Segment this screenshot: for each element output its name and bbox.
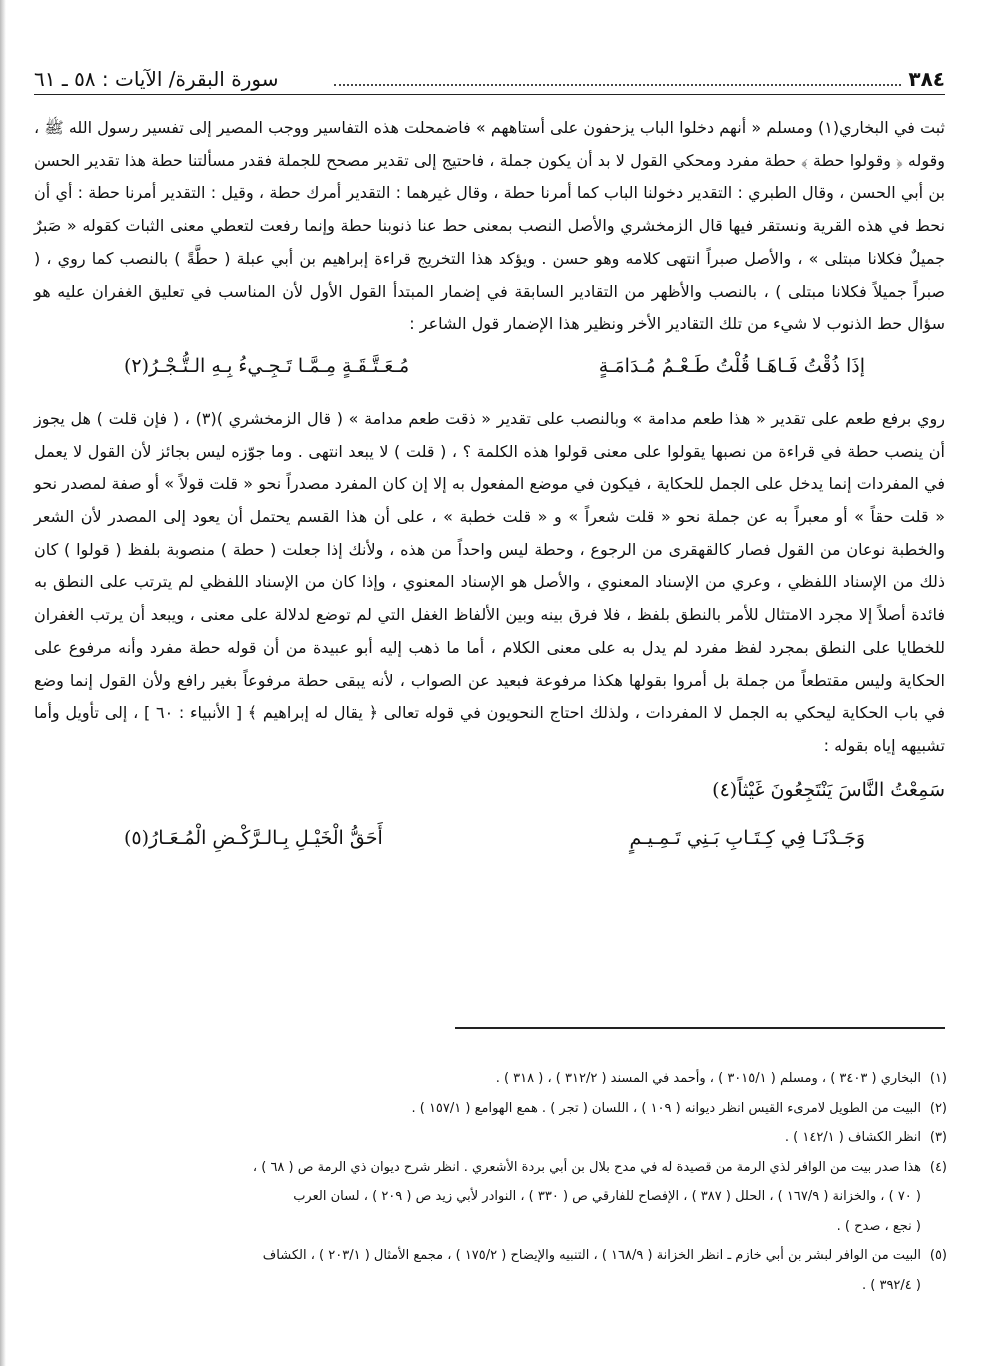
footnote-line: انظر الكشاف ( ١٤٢/١ ) . (784, 1130, 921, 1145)
footnote-line: هذا صدر بيت من الوافر لذي الرمة من قصيدة له في مدح بلال بن أبي بردة الأشعري . انظر شرح ديوان ذي الرمة ص ( ٦٨ ) ، (252, 1159, 921, 1175)
paragraph-2: روي برفع طعم على تقدير « هذا طعم مدامة » وبالنصب على تقدير « ذقت طعم مدامة » ( قال الزمخشري )(٣) ، ( فإن قلت ) هل يجوز أن ينصب حطة في قراءة من نصبها يقولوا على معنى قولوا هذه الكلمة ؟ ، ( قلت ) لا يبعد انتهى . وما جوّزه ليس بجائز لأن القول لا يعمل في المفردات إنما يدخل على الجمل للحكاية ، فيكون في موضع المفعول به إلا إن كان المفرد مصدراً نحو « قلت قولاً » أو صفة لمصدر نحو « قلت حقاً » أو معبراً به عن جملة نحو « قلت شعراً » و « قلت خطبة » ، على أن هذا القسم يحتمل أن يعود إلى المصدر لأن الشعر والخطبة نوعان من القول فصار كالقهقرى من الرجوع ، وحطة ليس واحداً من هذه ، ولأنك إذا جعلت ( حطة ) منصوبة بلفظ ( قولوا ) كان ذلك من الإسناد اللفظي ، وعري من الإسناد المعنوي ، والأصل هو الإسناد المعنوي ، وإذا كان من الإسناد اللفظي لم يترتب على النطق به فائدة أصلاً إلا مجرد الامتثال للأمر بالنطق بلفظ ، فلا فرق بينه وبين الألفاظ الغفل التي لم توضع لدلالة على معنى ، ويبعد أن يرتب الغفران للخطايا على النطق بمجرد لفظ مفرد لم يدل به على معنى الكلام ، أما ما ذهب إليه أبو عبيدة من أن قوله حطة مفرد وأنه مرفوع على الحكاية وليس مقتطعاً من جملة بل أمروا بقولها هكذا مرفوعة فبعيد عن الصواب ، لأنه يبقى حطة مرفوعاً بغير رافع ولأن القول إنما وضع في باب الحكاية ليحكي به الجمل لا المفردات ، ولذلك احتاج النحويون في قوله تعالى ﴿ يقال له إبراهيم ﴾ [ الأنبياء : ٦٠ ] ، إلى تأويل وأما تشبيهه إياه بقوله : (34, 408, 946, 755)
footnote-number: (٥) (929, 1248, 947, 1263)
page-number: ٣٨٤ (908, 67, 945, 91)
footnote-line: البيت من الوافر لبشر بن أبي خازم ـ انظر الخزانة ( ١٦٨/٩ ) ، التنبيه والإيضاح ( ١٧٥/٢ ) ، مجمع الأمثال ( ٢٠٣/١ ) ، الكشاف (262, 1248, 921, 1263)
footnote-3 (32, 1123, 947, 1153)
verse-1-second-hemistich: مُـعَـتَّـقَـةٍ مِـمَّـا تَـجِـيءُ بِـهِ الـتُّـجْـرُ(٢) (124, 354, 410, 377)
footnote-separator (455, 1027, 945, 1029)
footnote-line: ( ٣٩٢/٤ ) . (862, 1277, 921, 1293)
footnote-number: (٢) (929, 1100, 947, 1116)
footnote-number: (٣) (929, 1130, 947, 1145)
footnote-5 (32, 1241, 947, 1300)
section-title: سورة البقرة/ الآيات : ٥٨ ـ ٦١ (34, 67, 279, 91)
footnote-1 (32, 1064, 947, 1094)
verse-2-first-hemistich: وَجَـدْنَـا فِي كِـتَـابِ بَـنِي تَـمِـيـمٍ (629, 827, 865, 850)
footnote-number: (٤) (929, 1159, 947, 1175)
poetry-half-verse: سَمِعْتُ النَّاسَ يَنْتَجِعُونَ غَيْثاً(٤) (712, 778, 945, 801)
scan-edge-shadow (0, 0, 6, 1366)
paragraph-1: ثبت في البخاري(١) ومسلم « أنهم دخلوا الباب يزحفون على أستاههم » فاضمحلت هذه التفاسير ووجب المصير إلى تفسير رسول الله ﷺ ، وقوله ﴿ وقولوا حطة ﴾ حطة مفرد ومحكي القول لا بد أن يكون جملة ، فاحتيج إلى تقدير مصحح للجملة فقدر مسألتنا حطة هذا تقدير الحسن بن أبي الحسن ، وقال الطبري : التقدير دخولنا الباب كما أمرنا حطة ، وقال غيرهما : التقدير أمرك حطة ، وقيل : التقدير أمرنا حطة : أي أن نحط في هذه القرية ونستقر فيها قال الزمخشري والأصل النصب بمعنى حط عنا ذنوبنا حطة وإنما رفعت لتعطي معنى الثبات كقوله « صَبرٌ جميلٌ فكلانا مبتلى » ، والأصل صبراً انتهى كلامه وهو حسن . ويؤكد هذا التخريج قراءة إبراهيم بن أبي عبلة ( حطَّةً ) بالنصب كما روي ، ( صبراً جميلاً فكلانا مبتلى ) ، بالنصب والأظهر من التقادير السابقة في إضمار المبتدأ القول الأول لأن المناسب في تعليق الغفران عليه هو سؤال حط الذنوب لا شيء من تلك التقادير الأخر ونظير هذا الإضمار قول الشاعر : (34, 118, 945, 334)
footnote-number: (١) (929, 1071, 947, 1086)
verse-2-second-hemistich: أَحَقُّ الْخَيْـلِ بِـالـرَّكْـضِ الْمُـعَـارُ(٥) (124, 827, 383, 850)
footnote-line: ( نجع ، صدح ) . (836, 1218, 921, 1234)
footnote-line: ( ٧٠ ) ، والخزانة ( ١٦٧/٩ ) ، الحلل ( ٣٨٧ ) ، الإفصاح للفارقي ص ( ٣٣٠ ) ، النوادر لأبي زيد ص ( ٢٠٩ ) ، لسان العرب (293, 1189, 921, 1204)
footnote-line: البخاري ( ٣٤٠٣ ) ، ومسلم ( ٣٠١٥/١ ) ، وأحمد في المسند ( ٣١٢/٢ ) ، ( ٣١٨ ) . (495, 1071, 921, 1086)
main-text (34, 112, 945, 865)
footnote-line: البيت من الطويل لامرىء القيس انظر ديوانه ( ١٠٩ ) ، اللسان ( تجر ) . همع الهوامع ( ١٥٧/١ ) . (411, 1100, 921, 1116)
running-header (34, 64, 945, 95)
footnote-2 (32, 1094, 947, 1124)
poetry-verse-2 (34, 813, 945, 865)
footnote-4 (32, 1153, 947, 1242)
poetry-verse-1 (34, 341, 945, 391)
header-leader-dots (334, 70, 901, 86)
footnotes (32, 1064, 947, 1300)
verse-1-first-hemistich: إذَا ذُقْتُ فَـاهَـا قُلْتُ طَـعْـمُ مُـدَامَـةٍ (598, 354, 865, 377)
